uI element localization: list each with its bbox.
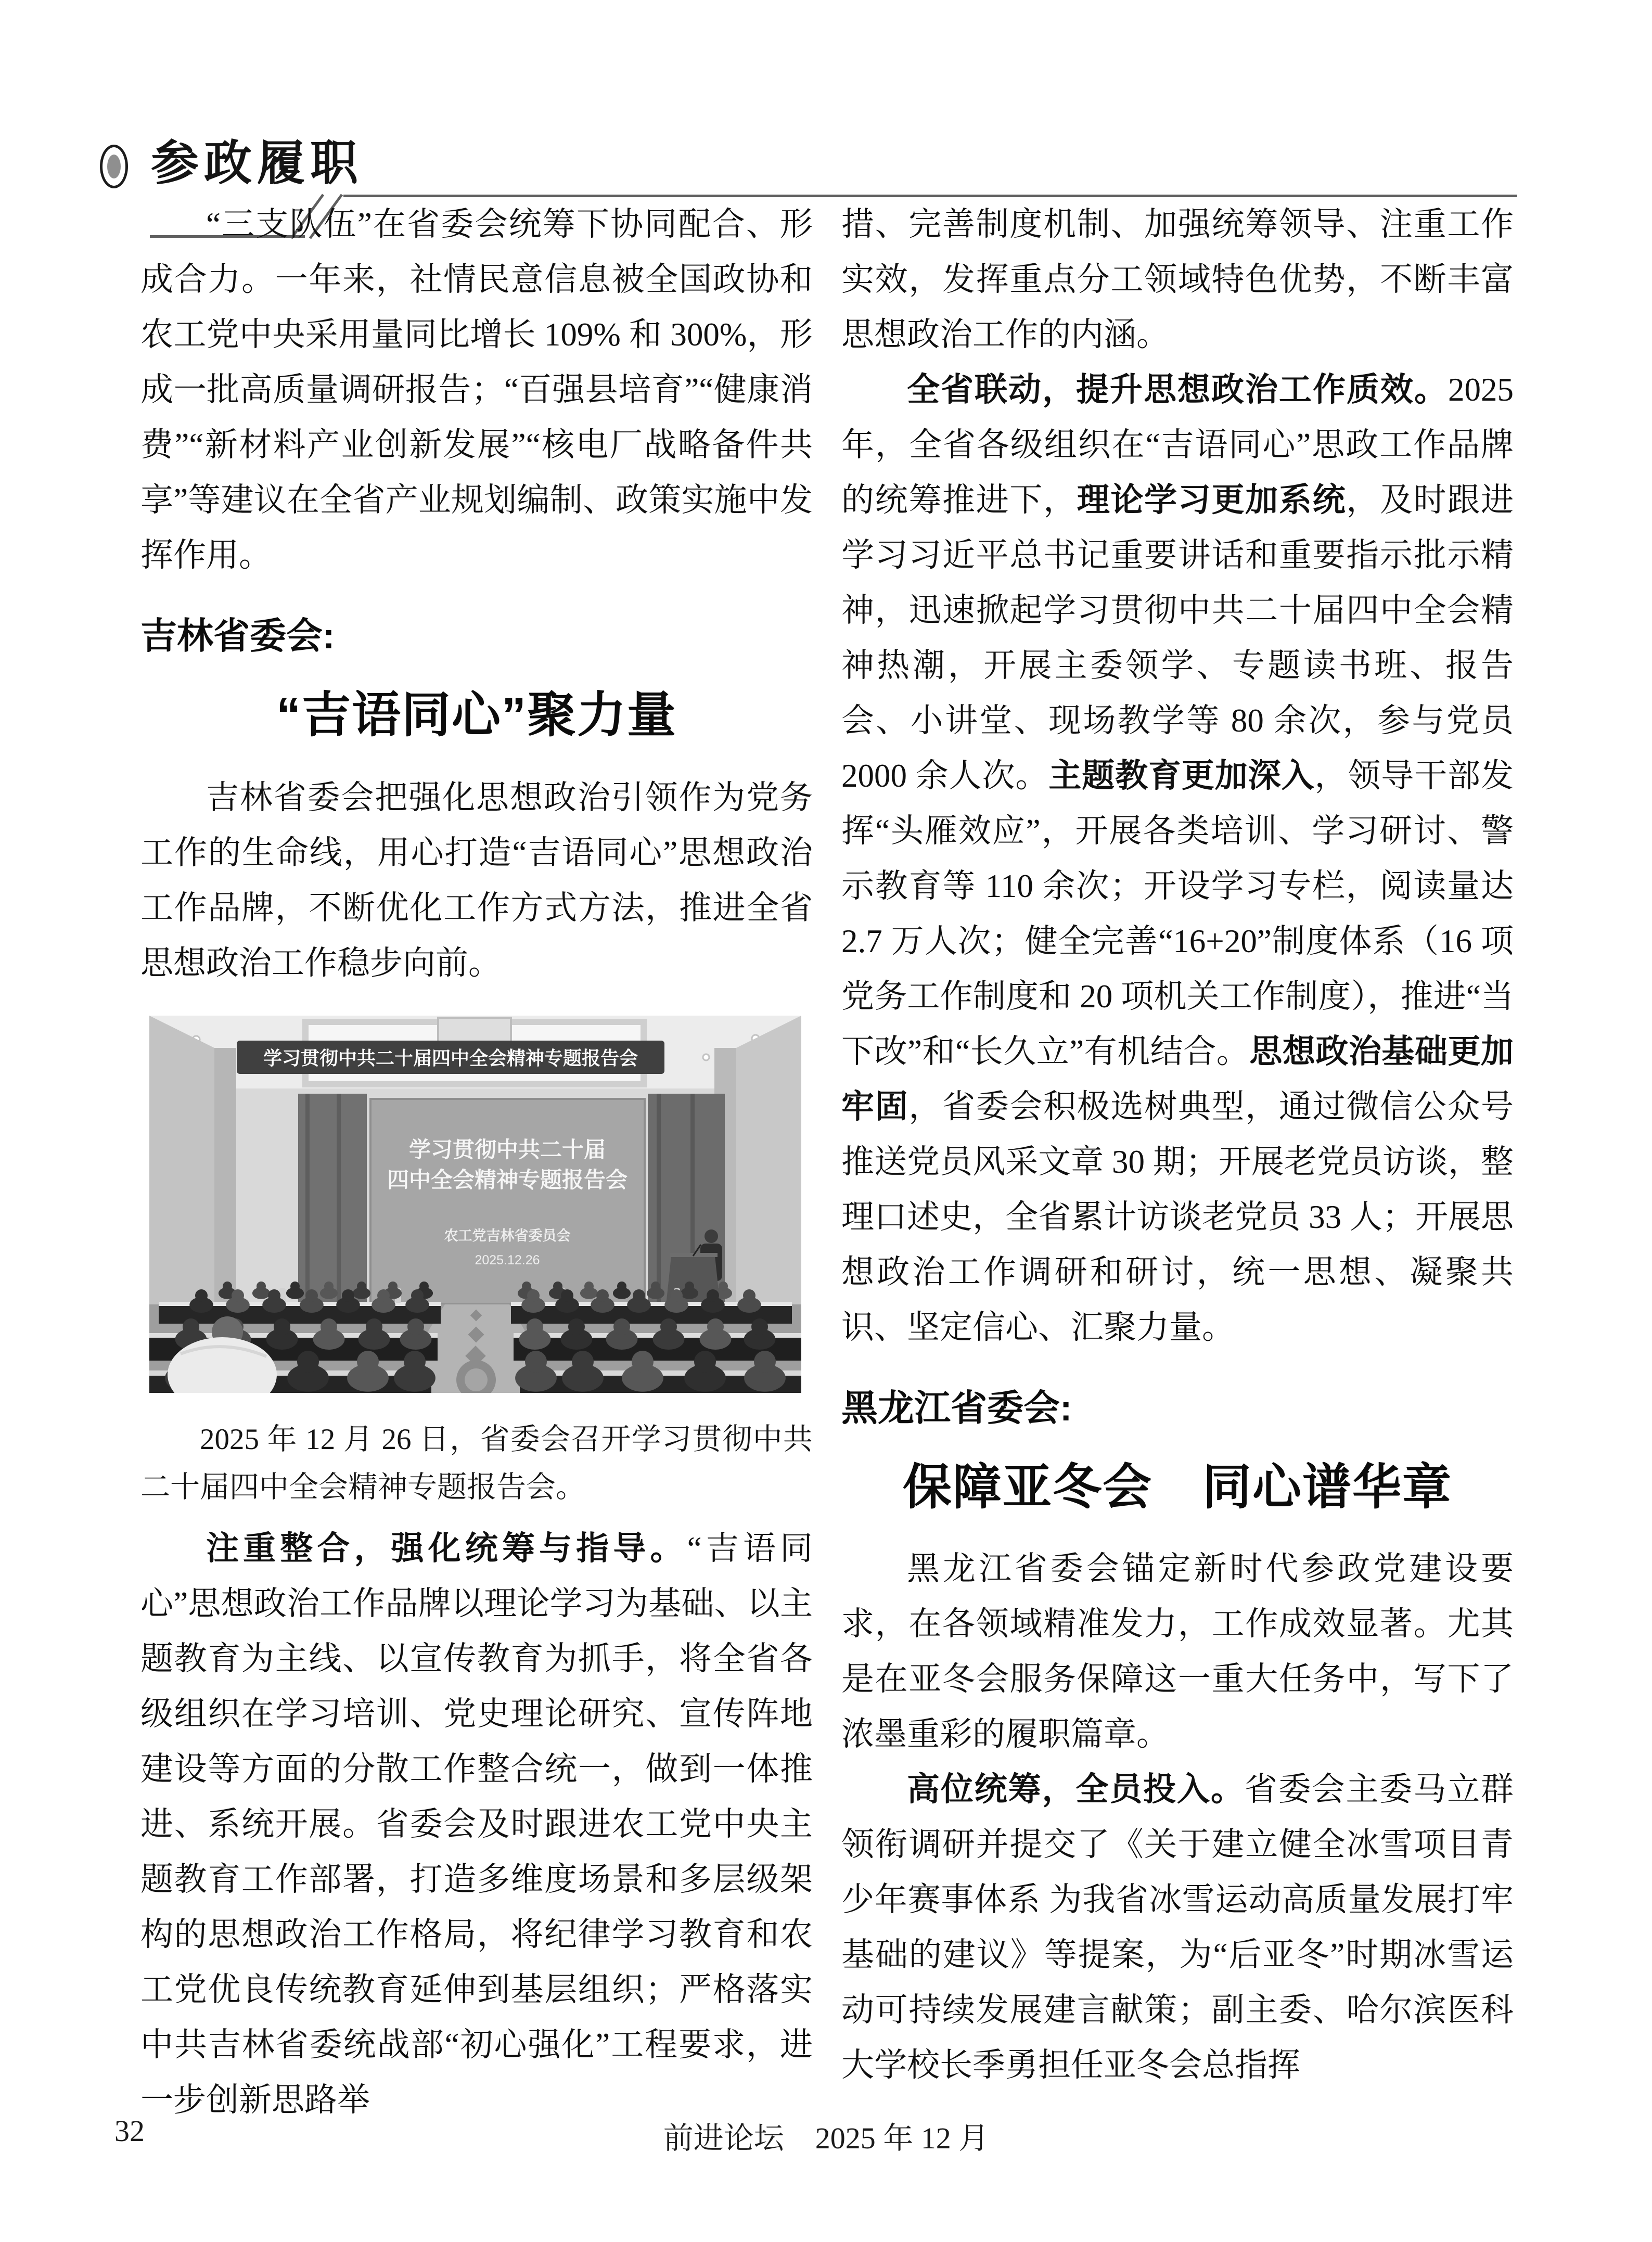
photo-screen-title-line2: 四中全会精神专题报告会 <box>387 1168 628 1192</box>
left-column <box>140 197 813 2128</box>
right-column <box>841 197 1514 2093</box>
paragraph: 黑龙江省委会锚定新时代参政党建设要求，在各领域精准发力，工作成效显著。尤其是在亚冬会服务保障这一重大任务中，写下了浓墨重彩的履职篇章。 <box>841 1551 1514 1752</box>
paragraph: 吉林省委会把强化思想政治引领作为党务工作的生命线，用心打造“吉语同心”思想政治工作品牌，不断优化工作方式方法，推进全省思想政治工作稳步向前。 <box>140 779 813 981</box>
section-kicker-jilin: 吉林省委会: <box>140 616 335 656</box>
footer-issue: 2025 年 12 月 <box>815 2121 989 2155</box>
footer-page-number: 32 <box>114 2114 145 2148</box>
article-title-heilongjiang: 保障亚冬会 同心谱华章 <box>902 1459 1452 1514</box>
section-bullet-dot-icon <box>107 155 121 178</box>
photo-banner-text: 学习贯彻中共二十届四中全会精神专题报告会 <box>263 1047 638 1069</box>
section-tag: 参政履职 <box>151 137 364 190</box>
photo-banner <box>237 1041 664 1074</box>
photo-screen-title-line1: 学习贯彻中共二十届 <box>408 1137 606 1162</box>
footer-journal-line <box>0 2113 1652 2157</box>
photo-screen-org: 农工党吉林省委员会 <box>444 1228 571 1244</box>
article-photo <box>149 1016 801 1393</box>
section-bullet-icon <box>100 145 128 188</box>
paragraph: 高位统筹，全员投入。省委会主委马立群领衔调研并提交了《关于建立健全冰雪项目青少年赛事体系 为我省冰雪运动高质量发展打牢基础的建议》等提案，为“后亚冬”时期冰雪运动可持续发展建言献策；副主委、哈尔滨医科大学校长季勇担任亚冬会总指挥 <box>841 1771 1514 2083</box>
article-title-jilin: “吉语同心”聚力量 <box>276 687 677 742</box>
section-kicker-heilongjiang: 黑龙江省委会: <box>841 1388 1072 1428</box>
paragraph: 注重整合，强化统筹与指导。“吉语同心”思想政治工作品牌以理论学习为基础、以主题教育为主线、以宣传教育为抓手，将全省各级组织在学习培训、党史理论研究、宣传阵地建设等方面的分散工作整合统一，做到一体推进、系统开展。省委会及时跟进农工党中央主题教育工作部署，打造多维度场景和多层级架构的思想政治工作格局，将纪律学习教育和农工党优良传统教育延伸到基层组织；严格落实中共吉林省委统战部“初心强化”工程要求，进一步创新思路举 <box>140 1530 813 2118</box>
paragraph: 全省联动，提升思想政治工作质效。2025 年，全省各级组织在“吉语同心”思政工作品牌的统筹推进下，理论学习更加系统，及时跟进学习习近平总书记重要讲话和重要指示批示精神，迅速掀起学习贯彻中共二十届四中全会精神热潮，开展主委领学、专题读书班、报告会、小讲堂、现场教学等 80 余次，参与党员 2000 余人次。主题教育更加深入，领导干部发挥“头雁效应”，开展各类培训、学习研讨、警示教育等 110 余次；开设学习专栏，阅读量达 2.7 万人次；健全完善“16+20”制度体系（16 项党务工作制度和 20 项机关工作制度），推进“当下改”和“长久立”有机结合。思想政治基础更加牢固，省委会积极选树典型，通过微信公众号推送党员风采文章 30 期；开展老党员访谈，整理口述史，全省累计访谈老党员 33 人；开展思想政治工作调研和研讨，统一思想、凝聚共识、坚定信心、汇聚力量。 <box>841 371 1514 1346</box>
photo-caption: 2025 年 12 月 26 日，省委会召开学习贯彻中共二十届四中全会精神专题报告会。 <box>140 1423 813 1504</box>
paragraph: 措、完善制度机制、加强统筹领导、注重工作实效，发挥重点分工领域特色优势，不断丰富思想政治工作的内涵。 <box>841 206 1514 353</box>
photo-screen <box>370 1099 645 1304</box>
paragraph: “三支队伍”在省委会统筹下协同配合、形成合力。一年来，社情民意信息被全国政协和农工党中央采用量同比增长 109% 和 300%，形成一批高质量调研报告；“百强县培育”“健康消费”“新材料产业创新发展”“核电厂战略备件共享”等建议在全省产业规划编制、政策实施中发挥作用。 <box>140 206 813 573</box>
photo-screen-date: 2025.12.26 <box>475 1253 540 1267</box>
footer-journal-name: 前进论坛 <box>663 2121 784 2155</box>
conference-photo <box>149 1016 801 1393</box>
